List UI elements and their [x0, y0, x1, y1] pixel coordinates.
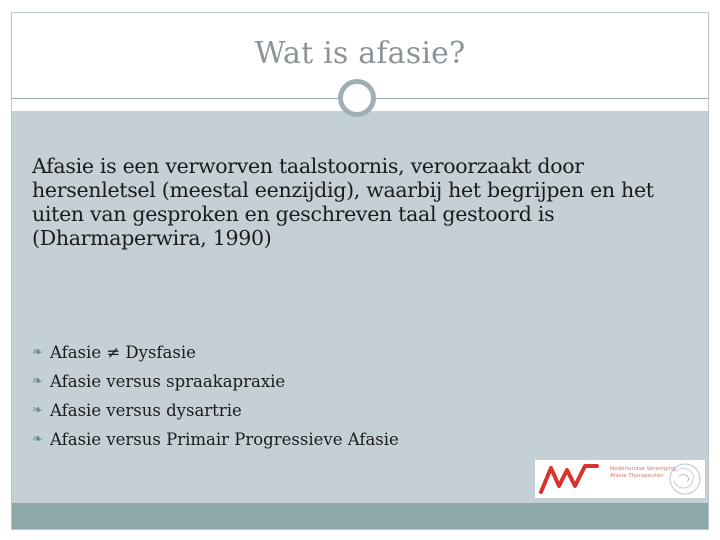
bullet-icon: ❧ — [32, 345, 43, 360]
bullet-text: Afasie versus spraakapraxie — [50, 372, 286, 391]
footer-bar — [12, 503, 708, 529]
bullet-item — [32, 396, 399, 425]
bullet-icon: ❧ — [32, 374, 43, 389]
bullet-text: Afasie versus dysartrie — [50, 401, 242, 420]
bullet-item — [32, 425, 399, 454]
logo-line-2: Afasie Therapeuten — [610, 473, 664, 479]
bullet-item — [32, 367, 399, 396]
bullet-icon: ❧ — [32, 403, 43, 418]
definition-text: Afasie is een verworven taalstoornis, veroorzaakt door hersenletsel (meestal eenzijdig), waarbij het begrijpen en het uiten van gesproken en geschreven taal gestoord is (Dharmaperwira, 1990) — [32, 154, 654, 250]
bullet-item — [32, 338, 399, 367]
nvat-logo — [535, 460, 705, 498]
ring-ornament-icon — [338, 79, 376, 117]
slide-title: Wat is afasie? — [254, 36, 466, 71]
bullet-text: Afasie versus Primair Progressieve Afasie — [50, 430, 399, 449]
logo-caption — [610, 466, 676, 480]
logo-line-1: Nederlandse Vereniging — [610, 466, 676, 472]
bullet-text: Afasie ≠ Dysfasie — [50, 343, 196, 362]
bullet-icon: ❧ — [32, 432, 43, 447]
bullet-list — [32, 338, 399, 454]
